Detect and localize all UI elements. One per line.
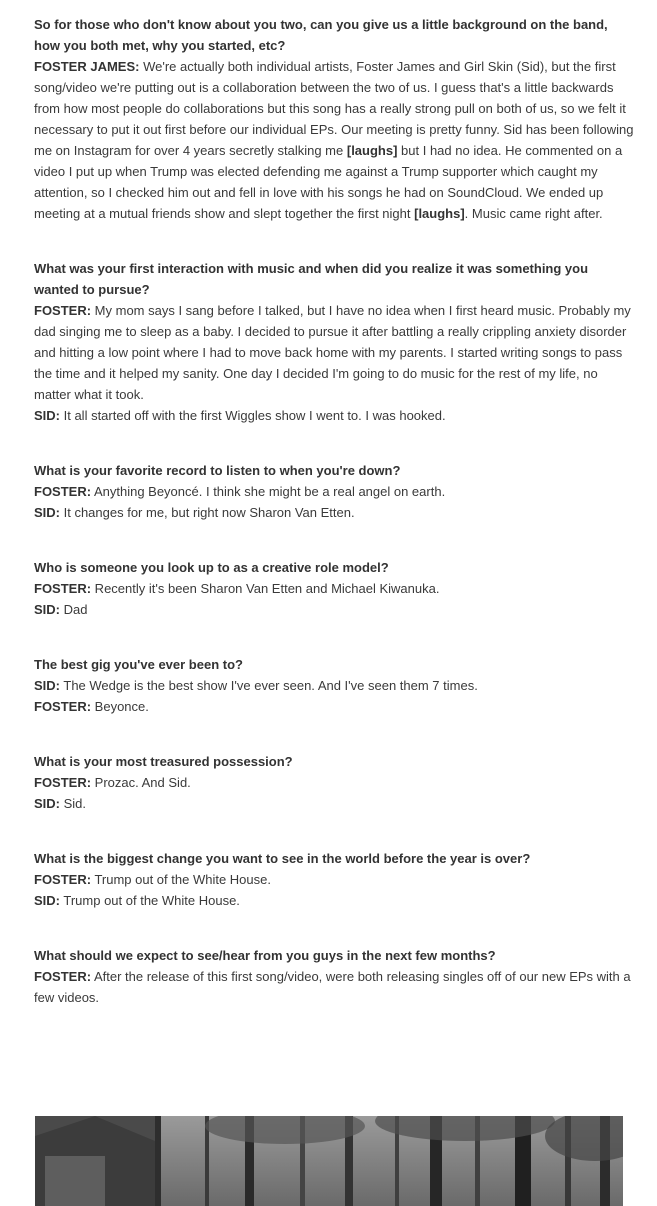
speaker-label: SID: [34, 893, 60, 908]
answer-text: After the release of this first song/video, were both releasing singles off of our new EPs with a few videos. [34, 969, 631, 1005]
interview-answer [34, 772, 634, 793]
answer-text: but I had no idea. He commented on a video I put up when Trump was elected defending me against a Trump supporter which caught my attention, so I checked him out and fell in love with his songs he had on SoundCloud. We ended up meeting at a mutual friends show and slept together the first night [34, 143, 623, 221]
qa-block [34, 751, 634, 814]
qa-block [34, 945, 634, 1008]
answer-text: My mom says I sang before I talked, but I have no idea when I first heard music. Probably my dad singing me to sleep as a baby. I decided to pursue it after battling a really crippling anxiety disorder and hitting a low point where I had to move back home with my parents. I started writing songs to pass the time and it helped my sanity. One day I decided I'm going to do music for the rest of my life, no matter what it took. [34, 303, 631, 402]
interview-question: Who is someone you look up to as a creative role model? [34, 560, 389, 575]
interview-answer [34, 696, 634, 717]
band-photo [35, 1116, 623, 1206]
interview-answer [34, 56, 634, 224]
speaker-label: FOSTER: [34, 699, 92, 714]
speaker-label: FOSTER: [34, 969, 92, 984]
speaker-label: FOSTER: [34, 484, 92, 499]
qa-block [34, 557, 634, 620]
answer-text: It changes for me, but right now Sharon Van Etten. [60, 505, 355, 520]
answer-text: The Wedge is the best show I've ever seen. And I've seen them 7 times. [60, 678, 478, 693]
speaker-label: SID: [34, 408, 60, 423]
interview-question: What is your most treasured possession? [34, 754, 293, 769]
speaker-label: SID: [34, 505, 60, 520]
interview-answer [34, 405, 634, 426]
answer-text: . Music came right after. [464, 206, 603, 221]
speaker-label: FOSTER: [34, 303, 92, 318]
speaker-label: FOSTER: [34, 872, 92, 887]
interview-question: What is your favorite record to listen to when you're down? [34, 463, 401, 478]
interview-answer [34, 793, 634, 814]
answer-text: Beyonce. [91, 699, 149, 714]
interview-answer [34, 502, 634, 523]
forest-photo-image [35, 1116, 623, 1206]
answer-text: Sid. [60, 796, 87, 811]
speaker-label: SID: [34, 796, 60, 811]
speaker-label: FOSTER JAMES: [34, 59, 140, 74]
answer-text: Recently it's been Sharon Van Etten and Michael Kiwanuka. [91, 581, 440, 596]
interview-answer [34, 578, 634, 599]
answer-text: Prozac. And Sid. [91, 775, 191, 790]
interview-question: What was your first interaction with music and when did you realize it was something you wanted to pursue? [34, 261, 589, 297]
interview-question: So for those who don't know about you two, can you give us a little background on the band, how you both met, why you started, etc? [34, 17, 608, 53]
qa-block [34, 258, 634, 426]
answer-text: It all started off with the first Wiggles show I went to. I was hooked. [60, 408, 446, 423]
answer-text: We're actually both individual artists, Foster James and Girl Skin (Sid), but the first song/video we're putting out is a collaboration between the two of us. I guess that's a little backwards from how most people do collaborations but this song has a really strong pull on both of us, so we felt it necessary to put it out first before our individual EPs. Our meeting is pretty funny. Sid has been following me on Instagram for over 4 years secretly stalking me [34, 59, 634, 158]
answer-text: Dad [60, 602, 88, 617]
interview-article [34, 14, 634, 1042]
qa-block [34, 654, 634, 717]
interview-answer [34, 890, 634, 911]
answer-text: Trump out of the White House. [91, 872, 271, 887]
interview-question: The best gig you've ever been to? [34, 657, 243, 672]
speaker-label: FOSTER: [34, 775, 92, 790]
speaker-label: FOSTER: [34, 581, 92, 596]
qa-block [34, 848, 634, 911]
interview-answer [34, 869, 634, 890]
interview-answer [34, 300, 634, 405]
interview-answer [34, 599, 634, 620]
interview-answer [34, 481, 634, 502]
stage-direction: [laughs] [414, 206, 465, 221]
qa-block [34, 14, 634, 224]
interview-question: What should we expect to see/hear from you guys in the next few months? [34, 948, 496, 963]
interview-answer [34, 675, 634, 696]
speaker-label: SID: [34, 602, 60, 617]
interview-answer [34, 966, 634, 1008]
answer-text: Trump out of the White House. [60, 893, 240, 908]
interview-question: What is the biggest change you want to see in the world before the year is over? [34, 851, 531, 866]
stage-direction: [laughs] [346, 143, 398, 158]
answer-text: Anything Beyoncé. I think she might be a real angel on earth. [91, 484, 446, 499]
speaker-label: SID: [34, 678, 60, 693]
qa-block [34, 460, 634, 523]
